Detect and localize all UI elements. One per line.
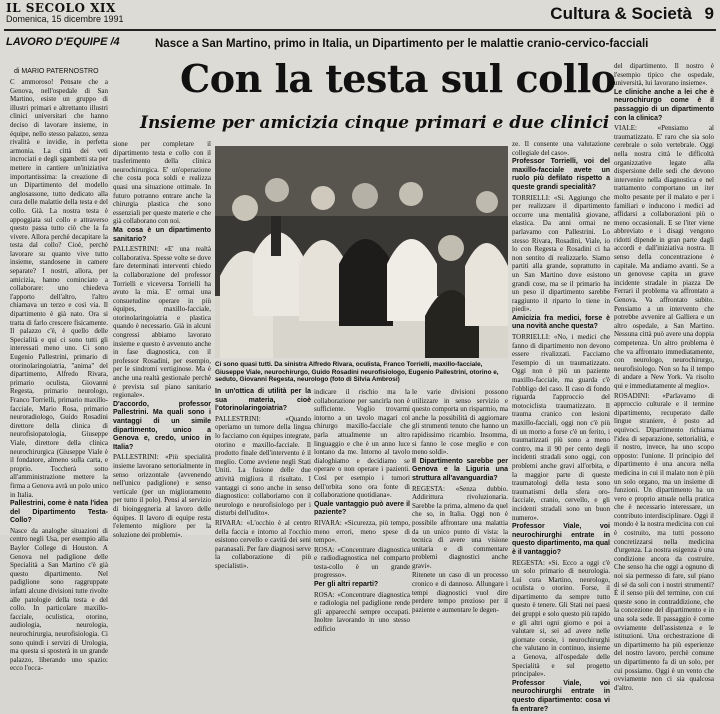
paragraph: VIALE: «Pensiamo al traumatizzato. E' raro che sia solo cerebrale o solo vertebrale. Oggi nella nostra città le difficoltà organizzative legate alla dispersione delle sedi che devono intervenire nella diagnostica e nel trattamento comportano un iter molto pesante per il malato e per i familiari e inducono i medici ad affidarsi a collaborazioni più o meno occasionali. E se l'iter viene abbreviato e i disagi vengono ridotti dipende in gran parte dagli accordi e dall'iniziativa nostra. Il senso della concentrazione è capitale. Ma andiamo avanti. Se a un genovese capita un grave incidente stradale in piazza De Ferrari il problema va affrontato a Genova. Va affrontato subito. Pensiamo a un intervento che potrebbe avvenire al Galliera e un altro ospedale, a San Martino. Nessuna città può avere una doppia competenza. Un altro problema è che va affrontato immediatamente, con neurologo, neurochirurgo, neurofisiologo. Non so ha il tempo di andare a New York. Va risolto qui e immediatamente al meglio». <box>614 124 714 390</box>
paragraph: sione per completare il dipartimento testa e collo con il trasferimento della clinica neurochirurgica. E' un'operazione che costa poca soldi e realizza quasi una situazione ottimale. In futuro potranno entrare anche la chirurgia plastica che sono essenziali per queste materie e che già collaborano con noi. <box>113 140 211 226</box>
text-column-4 <box>314 388 410 634</box>
paragraph: ROSADINI: «Parlavamo di approccio culturale e il termine dipartimento, recuperato dalle lingue straniere, è posto ad equivoci. Dipartimento richiama l'idea di separazione, settorialità, e il nostro, invece, ha uno scopo opposto: l'unione. Il principio del dipartimento è una ancora nella medicina in cui il malato non è più un solo organo, ma un insieme di funzioni. Un dipartimento ha un vero e proprio attuale nella pratica che è necessario interessare, un contributo interdisciplinare. Oggi il mondo è la nostra medicina con cui è costruito, ma tutti possono concretizzarsi nella medicina d'urgenza. La nostra esigenza è una condizione ancora da costruire. Che senso ha che oggi a ognuno di noi sia permesso di fare, sul piano di sé da soli con i nostri strumenti? È il senso più del termine, con cui queste sono in contraddizione, che la concezione del dipartimento e in una sola sede. Il passaggio è come ovviamente dell'assistenza e le istituzioni. Una orchestrazione di un dipartimento ha più esperienze del nostro lavoro, perchè comune un dipartimento fa di un solo, per cui possiamo. Oggi è un vento che ovviamente non ci sia qualcosa d'altro. <box>614 391 714 692</box>
question: Ma cosa è un dipartimento sanitario? <box>113 226 211 243</box>
paragraph: TORRIELLI: «Si. Aggiungo che per realizzare il dipartimento occorre una mentalità giovane, elastica. Da anni ormai ne parlavamo con Pallestrini. Lo stesso Rivara, Rosadini, Viale, io lo con Regesta e Rosadini ci ha non sentito di realizzarlo. Siamo partiti alla grande, soprattutto in un San Martino dove esistono grandi cose, ma se il primario ha un peso il dipartimento sarebbe raggiunto il riparto lo tiene in piedi». <box>512 193 610 314</box>
series-kicker: LAVORO D'EQUIPE /4 <box>6 36 120 48</box>
paragraph: del dipartimento. Il nostro è l'esempio tipico che ospedale, università, lui lavorano insieme». <box>614 62 714 88</box>
paragraph: le varie divisioni possono utilizzare in senso servizio e questo comporta un risparmio, ma anche la possibilità di aggiornare gli strumenti tenuto che hanno un rapidissimo ricambio. Insomma, si fanno le cose meglio e con meno soldi». <box>412 388 508 457</box>
paragraph: RIVARA: «Sicurezza, più tempo, meno errori, meno spese di tempo». <box>314 518 410 545</box>
newspaper-name: IL SECOLO XIX <box>6 1 116 15</box>
group-photo <box>215 146 508 358</box>
question: Professor Viale, voi neurochirurghi entrate in questo dipartimento: cosa vi fa entrare? <box>512 679 610 713</box>
photo-caption: Ci sono quasi tutti. Da sinistra Alfredo Rivara, oculista, Franco Torrielli, maxillo-facciale, Giuseppe Viale, neurochirurgo, Guido Rosadini neurofisiologo, Eugenio Pallestrini, otorino e, seduto, Giovanni Regesta, neurologo (foto di Silvia Ambrosi) <box>215 361 499 384</box>
overline: Nasce a San Martino, primo in Italia, un Dipartimento per le malattie cranio-cervico-facciali <box>155 38 649 50</box>
paragraph: ze. Il consente una valutazione collegiale del caso». <box>512 140 610 157</box>
question: Professor Torrielli, voi del maxillo-facciale avete un ruolo più defilato rispetto a queste grandi specialità? <box>512 158 610 191</box>
paragraph: C ammoroso! Pensate che a Genova, nell'ospedale di San Martino, esiste un gruppo di illustri primari e altrettanto illustri clinici universitari che hanno deciso di lavorare insieme, in équipe, nello stesso palazzo, senza rivalità e invidie, in perfetta armonia. La città dei veti incrociati e degli sgambetti sta per mettere in cantiere un'iniziativa importantissima: la creazione di un Dipartimento del modello anglosassone, tutto dedicato alla cura delle malattie della testa e del collo. Già. La nostra testa è appoggiata sul collo e attraverso questo passa tutto ciò che la fa vivere. Allora perchè decapitare la testa dal collo? Cioè, perchè lavorare su quanto vive tutto insieme, standosene in camere separate? I nostri, allora, per amicizia, hanno cominciato a collaborare: uno chiedeva l'apporto dell'altro, l'altro chiamava un terzo e così via. Il dipartimento è già nato. Ora si tratta di farlo crescere fisicamente. Il palazzo c'è, è quello delle Specialità e qui ci sono tutti gli interessati meno uno. Ci sono Eugenio Pallestrini, primario di otorinolaringoiatria, "anima" del dipartimento, Alfredo Rivara, primario oculista, Giovanni Regesta, primario neurologo, Franco Torrielli, primario maxillo-facciale, Mario Rosa, primario neuroradiologo, Guido Rosadini direttore della clinica di neurofisiopatologia, Giuseppe Viale, direttore della clinica neurochirurgica (Giuseppe Viale è il fondatore, almeno sulla carta, e proprio. Toccherà sotto all'amministrazione mettere la firma a Genova avrà un polo unico in Italia. <box>10 78 108 499</box>
paragraph: REGESTA: «Si. Ecco a oggi c'è un solo primario di neurologia. Lui cura Martino, neurologo, oculista o otorino. Forse, il dipartimento da sempre tutto questo è tenere. Gli Stati nei paesi dei gruppi e solo questo più rapido e gli altri ogni giorno e poi a valutare si, sei ad avere nelle giornate corsie, i neurochirurghi che valutano in continuo, insieme a Genova, all'ospedale delle Specialità e sul progetto principale». <box>512 558 610 679</box>
question: Le cliniche anche a lei che è neurochirurgo come è il passaggio di un dipartimento con la clinica? <box>614 88 714 122</box>
headline: Con la testa sul collo <box>180 56 616 101</box>
text-column-7 <box>614 62 714 692</box>
paragraph: Ritenete un caso di un processo cronico e di dannoso. Allungare i tempi diagnostici vuol dire perdere tempo prezioso per il paziente e aumentare le degen- <box>412 571 508 614</box>
question: Per gli altri reparti? <box>314 581 379 589</box>
masthead-rule <box>4 29 716 31</box>
subheadline: Insieme per amicizia cinque primari e due clinici <box>140 113 610 133</box>
group-photo-image <box>215 146 508 358</box>
text-column-5 <box>412 388 508 614</box>
question: Quale vantaggio può avere il paziente? <box>314 500 410 517</box>
issue-date: Domenica, 15 dicembre 1991 <box>6 14 124 24</box>
masthead <box>0 0 720 26</box>
text-column-2 <box>113 140 211 539</box>
paragraph: TORRIELLI: «No, i medici che fanno di dipartimento non devono essere rivalizzati. Facciamo l'esempio di un traumatizzato. Oggi non è più un paziente maxillo-facciale, ma guarda c'è l'obbligo del caso. Il caso di fondo riguarda l'approccio del motociclista traumatizzato. Il trauma cranico con lesioni maxillo-facciali, oggi non c'è più di un morto a forse c'è un ferito, i traumatizzati più sono a meno contro, ma il 90 per cento degli incidenti stradali sono oggi, con problemi anche gravi all'orbita, e la maggior parte di queste traumatologi della testa sono traumatismi della sfera oro-facciale, cranio, cervello, e gli incidenti stradali sono un buon numero». <box>512 333 610 522</box>
paragraph: RIVARA: «L'occhio è al centro della faccia e intorno al l'occhio esistono cervello e cavità dei seni paranasali. Per fare diagnosi serve la collaborazione di più specialisti». <box>215 518 311 570</box>
paragraph: PALLESTRINI: «Quando operiamo un tumore della lingua lo facciamo con équipes integrate, otorino e maxillo-facciale. Il prodotto finale dell'intervento è il meglio. Come avviene negli Stati Uniti. La fusione delle due attività migliora il risultato. I vantaggi ci sono anche in senso diagnostico: collaboriamo con il neurologo e neurofisiologo per i disturbi dell'udito». <box>215 414 311 518</box>
paragraph: ROSA: «Concentrare diagnostica e radiodiagnostica nel comparto testa-collo è un grande progresso». <box>314 545 410 580</box>
paragraph: ROSA: «Concentrare diagnostica e radiologia nel padiglione rende gli apparecchi sempre occupati. Inoltre lavorando in uno stesso edificio <box>314 590 410 634</box>
paragraph: PALLESTRINI: «E' una realtà collaborativa. Spesse volte se dove fare determinati interventi chiedo la collaborazione del professor Torrielli e viceversa Torrielli ha avuto la mia. E' ormai una consuetudine operare in più équipes, maxillo-facciale, otorinolaringoiatria e plastica quando è necessario. Già in alcuni congressi abbiamo lavorato insieme e questo è avvenuto anche in fase diagnostica, con il professor Rosadini, per esempio, per le sindromi vertiginose. Ma è anche una realtà gestionale perchè è prevista sul piano sanitario regionale». <box>113 245 211 400</box>
text-column-6 <box>512 140 610 713</box>
section-title: Cultura & Società <box>550 4 692 23</box>
page-number: 9 <box>704 4 714 23</box>
question: Amicizia fra medici, forse è una novità anche questa? <box>512 314 610 331</box>
paragraph: indicare il rischio ma la collaborazione per sancirla non è sufficiente. Voglio trovarmi intorno a un tavolo magari col chirurgo maxillo-facciale che parla attualmente un altro linguaggio e che è un anno luce lontano da me. Intorno al tavolo dialoghiamo e decidiamo se operare o non operare i pazienti. Così per esempio i tumori dell'orbita sono ora fonte di collaborazione quotidiana». <box>314 388 410 500</box>
question: Il Dipartimento sarebbe per Genova e la Liguria una struttura all'avanguardia? <box>412 457 508 482</box>
paragraph: REGESTA: «Senza dubbio. Addirittura rivoluzionaria. Sarebbe la prima, almeno da quel che so, in Italia. Oggi non è possibile affrontare una malattia da un unico punto di vista: la tecnica di avere una visione unitaria e di commentare problemi diagnostici anche gravi». <box>412 484 508 570</box>
paragraph: PALLESTRINI: «Più specialità insieme lavorano settorialmente in senso orizzontale (avvenendo nell'unico padiglione) e senso verticale (per un miglioramento per tutto il polo). Pensi al servizio di bioingegneria al lavoro delle équipes. Il lavoro di equipe resta l'elemento migliore per la soluzione dei problemi». <box>113 453 211 539</box>
text-column-3 <box>215 388 311 570</box>
question: Professor Viale, voi neurochirurghi entrate in questo dipartimento, ma qual è il vantaggio? <box>512 523 610 556</box>
text-column-1 <box>10 78 108 673</box>
paragraph: Nasce da analoghe situazioni di centro negli Usa, per esempio alla Baylor College di Houston. A Genova nel padiglione delle Specialità a San Martino c'è già questo dipartimento. Nel padiglione sono raggruppate infatti alcune divisioni tutte rivolte alle patologie della testa e del collo. In particolare maxillo-facciale, oculistica, otorino, audiologia, neurologia, neurochirurgia, neurofisiologia. Ci sono quindi i servizi di Urologia, ma questa si sposterà in un grande palazzo, liberando uno spazio: ecco l'occa- <box>10 526 108 673</box>
question: Pallestrini, come è nata l'idea del Dipartimento Testa-Collo? <box>10 500 108 525</box>
question: D'accordo, professor Pallestrini. Ma quali sono i vantaggi di un simile dipartimento, unico a Genova e, credo, unico in Italia? <box>113 400 211 451</box>
question: In un'ottica di utilità per la sua materia, cioè l'otorinolaringoiatria? <box>215 388 311 413</box>
byline: di MARIO PATERNOSTRO <box>14 68 99 75</box>
